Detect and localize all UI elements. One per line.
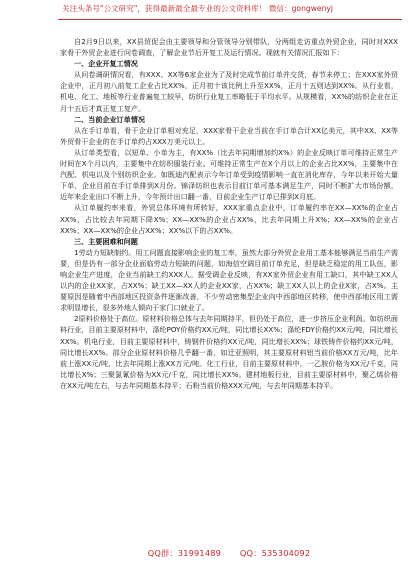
footer-contact <box>60 548 398 559</box>
body-paragraph: 从问卷调研情况看，有XXX、XX等6家企业为了及时完成节前订单并交货，春节未停工；在XXX家外贸企业中，正月初八前复工企业占比XX%，正月初十该比例上升至XX%，正月十五则达到XX%。从行业看，机电、化工、地板等行业普遍复工较早，纺织行业复工率略低于平均水平。从规模看，XX%的纺织企业在正月十五后才真正复工复产。 <box>60 70 398 113</box>
footer-qq: QQ：535304092 <box>239 548 311 558</box>
body-paragraph: 自2月9日以来，XX县贸促会由主要领导和分管领导分别带队，分两组走访重点外贸企业，同时对XXX家骨干外贸企业进行问卷调查，了解企业节后开复工及运行情况。现就有关情况汇报如下： <box>60 37 398 58</box>
header-banner: 关注头条号"公文研究"，获得最新最全最专业的公文资料库！ 微信：gongwenyj <box>62 4 334 13</box>
body-paragraph: 1劳动力短缺制约。用工问题直接影响企业的复工率，虽然大部分外贸企业用工基本能够满足当前生产需要，但是仍有一部分企业面临劳动力短缺的问题，如海信空调目前订单充足，但是缺乏稳定的用工队伍，影响企业生产进度，企业当前缺工约XXX人。据受调企业反映，有XX家外贸企业有用工缺口，其中缺工XX人以内的企业XX家，占XX%；缺工XX—XX人的企业XX家，占XX%；缺工XX人以上的企业X家，占X%。主要原因是随着中西部地区投资条件逐渐改善，不少劳动密集型企业向中西部地区转移，使中西部地区用工需求明显增长，很多外地人倾向于家门口就业了。 <box>60 247 398 313</box>
body-paragraph: 从在手订单看，骨干企业订单相对充足，XXX家骨干企业当前在手订单合计XX亿美元，其中XX、XX等外贸骨干企业的在手订单约占XXX万美元以上。 <box>60 125 398 146</box>
section-heading: 二、当前企业订单情况 <box>74 114 145 124</box>
body-paragraph: 2原料价格处于高位。原材料价格总体与去年同期持平，但仍处于高位，进一步挤压企业利润。如纺织面料行业，目前主要原材料中，涤纶POY价格约XX元/吨，同比增长XX%；涤纶FDY价格约XX元/吨，同比增长XX%。机电行业，目前主要原材料中，铸钢件价格约XX元/吨，同比增长XX%；球铁铸件价格约XX元/吨，同比增长XX%。部分企业原材料价格几乎翻一番，如迁亚照明，其主要原材料铝当前价格XX万元/吨，比年前上涨XX元/吨，比去年同期上涨XX万元/吨。化工行业，目前主要原材料中，一乙胺价格为XX元/千克，同比增长X%；三聚氯氰价格为XX元/千克，同比增长XX%。建材地板行业，目前主要原材料中，聚乙烯价格在XX元/吨左右，与去年同期基本持平；石粉当前价格XXX元/吨，与去年同期基本持平。 <box>60 314 398 390</box>
body-paragraph: 从订单类型看，以短单、小单为主，有XX%（比去年同期增加约X%）的企业反映订单可维持正常生产时间在X个月以内，主要集中在纺织服装行业。可维持正常生产在X个月以上的企业占比XX%，主要集中在汽配、机电以及个别纺织企业。如既迪汽配表示今年订单受到疫情影响一直在消化库存，今年以来开始大量下单，企业目前在手订单排到X月份。锦泽纺织也表示目前订单可基本满足生产，同时不断扩大市场份额，近年来企业出口不断上升，今年预计出口翻一番，目前企业生产订单已排到X月底。 <box>60 147 398 202</box>
section-heading: 一、企业开复工情况 <box>74 59 138 69</box>
footer-qq-group: QQ群：31991489 <box>147 548 222 558</box>
document-body <box>60 36 398 391</box>
section-heading: 三、主要困难和问题 <box>74 236 138 246</box>
body-paragraph: 从订单履约率来看，外贸总体环境有所转好，XXX家重点企业中，订单履约率在XX—XX%的企业占XX%，占比较去年同期下降X%；XX—XX%的企业占XX%，比去年同期上升X%；XX—XX%的企业占XX%；XX—XX%的企业占XX%；XX%以下的占XX%。 <box>60 203 398 235</box>
